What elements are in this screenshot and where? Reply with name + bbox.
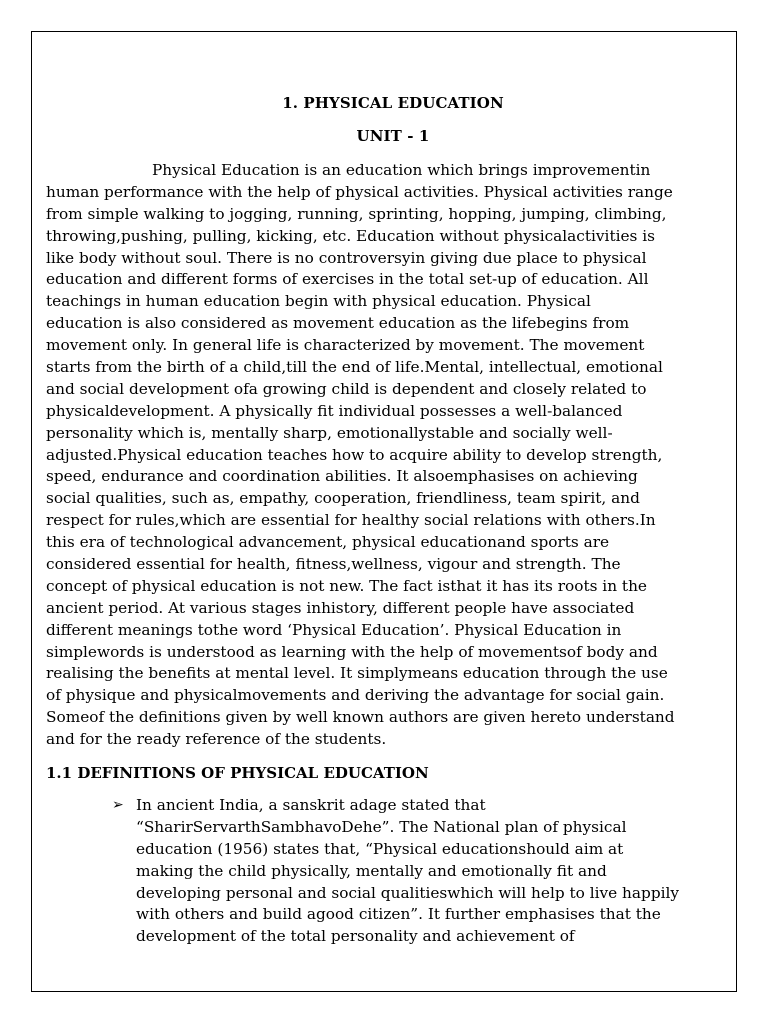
bullet-text — [136, 795, 679, 948]
paragraph-line: like body without soul. There is no controversyin giving due place to physical — [46, 248, 647, 267]
paragraph-line: this era of technological advancement, physical educationand sports are — [46, 533, 610, 552]
paragraph-line: adjusted.Physical education teaches how to acquire ability to develop strength, — [46, 445, 663, 464]
paragraph-line: throwing,pushing, pulling, kicking, etc. Education without physicalactivities is — [46, 226, 655, 245]
bullet-line: developing personal and social qualitieswhich will help to live happily — [136, 883, 680, 902]
section-heading-definitions: 1.1 DEFINITIONS OF PHYSICAL EDUCATION — [46, 764, 429, 782]
paragraph-line: education and different forms of exercises in the total set-up of education. All — [46, 270, 649, 289]
paragraph-line: considered essential for health, fitness,wellness, vigour and strength. The — [46, 555, 621, 574]
paragraph-line: and social development ofa growing child is dependent and closely related to — [46, 379, 647, 398]
paragraph-line: concept of physical education is not new. The fact isthat it has its roots in the — [46, 576, 647, 595]
paragraph-line: realising the benefits at mental level. It simplymeans education through the use — [46, 664, 668, 683]
paragraph-line: ancient period. At various stages inhistory, different people have associated — [46, 598, 635, 617]
paragraph-line: movement only. In general life is characterized by movement. The movement — [46, 336, 645, 355]
bullet-line: In ancient India, a sanskrit adage stated that — [136, 796, 486, 814]
unit-heading: UNIT - 1 — [356, 127, 430, 145]
paragraph-line: and for the ready reference of the students. — [46, 730, 387, 749]
paragraph-line: Physical Education is an education which brings improvementin — [152, 161, 651, 179]
paragraph-line: human performance with the help of physical activities. Physical activities range — [46, 182, 673, 201]
bullet-line: making the child physically, mentally and emotionally fit and — [136, 861, 607, 880]
bullet-list-item — [112, 795, 679, 948]
paragraph-line: education is also considered as movement education as the lifebegins from — [46, 314, 630, 333]
bullet-line: with others and build agood citizen”. It further emphasises that the — [136, 905, 661, 924]
intro-paragraph — [46, 160, 738, 751]
paragraph-line: of physique and physicalmovements and deriving the advantage for social gain. — [46, 686, 665, 705]
paragraph-line: respect for rules,which are essential for healthy social relations with others.In — [46, 511, 656, 530]
paragraph-line: different meanings tothe word ‘Physical Education’. Physical Education in — [46, 620, 622, 639]
paragraph-line: from simple walking to jogging, running, sprinting, hopping, jumping, climbing, — [46, 204, 667, 223]
paragraph-line: Someof the definitions given by well known authors are given hereto understand — [46, 708, 675, 727]
bullet-line: “SharirServarthSambhavoDehe”. The National plan of physical — [136, 817, 627, 836]
paragraph-line: simplewords is understood as learning with the help of movementsof body and — [46, 642, 658, 661]
document-title: 1. PHYSICAL EDUCATION — [282, 94, 504, 112]
bullet-line: education (1956) states that, “Physical educationshould aim at — [136, 839, 624, 858]
arrow-bullet-icon: ➢ — [112, 797, 124, 813]
paragraph-line: starts from the birth of a child,till the end of life.Mental, intellectual, emotional — [46, 358, 663, 377]
paragraph-line: social qualities, such as, empathy, cooperation, friendliness, team spirit, and — [46, 489, 640, 508]
bullet-line: development of the total personality and achievement of — [136, 927, 575, 946]
paragraph-line: personality which is, mentally sharp, emotionallystable and socially well- — [46, 423, 613, 442]
paragraph-line: speed, endurance and coordination abilities. It alsoemphasises on achieving — [46, 467, 638, 486]
paragraph-line: teachings in human education begin with physical education. Physical — [46, 292, 591, 311]
paragraph-line: physicaldevelopment. A physically fit individual possesses a well-balanced — [46, 401, 623, 420]
